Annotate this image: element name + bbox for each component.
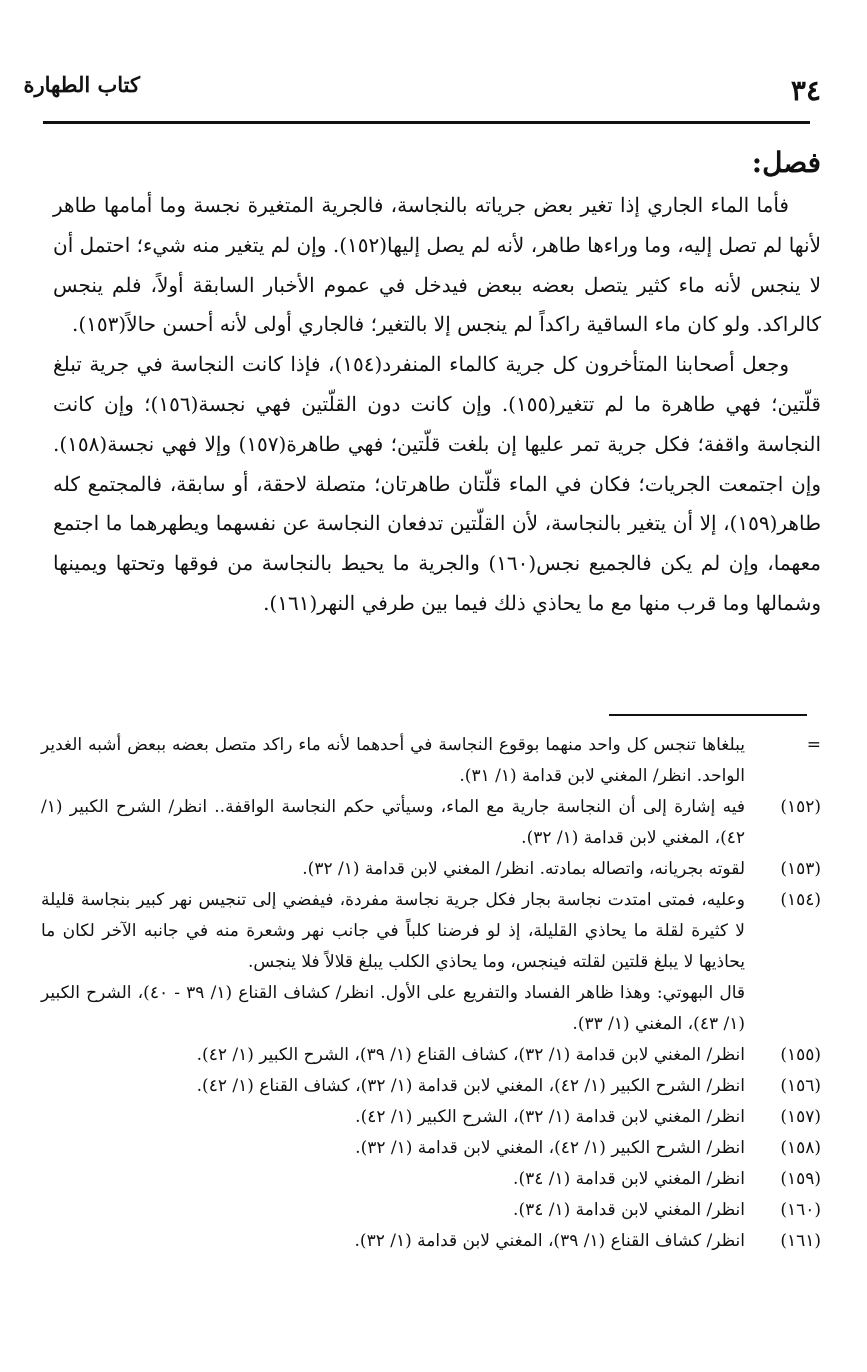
main-text bbox=[53, 186, 821, 624]
footnote-number: (١٥٢) bbox=[780, 797, 821, 817]
running-header-title: كتاب الطهارة bbox=[23, 72, 140, 97]
footnote-text bbox=[41, 1071, 745, 1102]
footnote-number: (١٥٦) bbox=[780, 1076, 821, 1096]
footnotes-list bbox=[41, 730, 821, 1257]
footnote-line: فيه إشارة إلى أن النجاسة جارية مع الماء، وسيأتي حكم النجاسة الواقفة.. انظر/ الشرح الكبير (١/ ٤٢)، المغني لابن قدامة (١/ ٣٢). bbox=[41, 797, 745, 848]
footnote-line: انظر/ المغني لابن قدامة (١/ ٣٢)، كشاف القناع (١/ ٣٩)، الشرح الكبير (١/ ٤٢). bbox=[196, 1045, 745, 1065]
footnote-154 bbox=[41, 885, 821, 1040]
footnote-text bbox=[41, 1164, 745, 1195]
footnote-number: (١٥٨) bbox=[780, 1138, 821, 1158]
footnote-number: (١٦١) bbox=[780, 1231, 821, 1251]
main-paragraph-2: وجعل أصحابنا المتأخرون كل جرية كالماء المنفرد(١٥٤)، فإذا كانت النجاسة في جرية تبلغ قلّتين؛ فهي طاهرة ما لم تتغير(١٥٥). وإن كانت دون القلّتين فهي نجسة(١٥٦)؛ وإن كانت النجاسة واقفة؛ فكل جرية تمر عليها إن بلغت قلّتين؛ فهي طاهرة(١٥٧) وإلا فهي نجسة(١٥٨). وإن اجتمعت الجريات؛ فكان في الماء قلّتان طاهرتان؛ متصلة لاحقة، أو سابقة، فالمجتمع كله طاهر(١٥٩)، إلا أن يتغير بالنجاسة، لأن القلّتين تدفعان النجاسة عن نفسهما ويطهرهما ما اجتمع معهما، وإن لم يكن فالجميع نجس(١٦٠) والجرية ما يحيط بالنجاسة من فوقها وتحتها ويمينها وشمالها وما قرب منها مع ما يحاذي ذلك فيما بين طرفي النهر(١٦١). bbox=[53, 352, 821, 615]
footnote-text bbox=[41, 1133, 745, 1164]
footnote-number: (١٥٣) bbox=[780, 859, 821, 879]
footnote-continued bbox=[41, 730, 821, 792]
footnote-155 bbox=[41, 1040, 821, 1071]
footnote-line: قال البهوتي: وهذا ظاهر الفساد والتفريع على الأول. انظر/ كشاف القناع (١/ ٣٩ - ٤٠)، الشرح الكبير (١/ ٤٣)، المغني (١/ ٣٣). bbox=[41, 983, 746, 1034]
footnote-number: (١٥٩) bbox=[780, 1169, 821, 1189]
main-paragraph-1: فأما الماء الجاري إذا تغير بعض جرياته بالنجاسة، فالجرية المتغيرة نجسة وما أمامها طاهر لأنها لم تصل إليه، وما وراءها طاهر، لأنه لم يصل إليها(١٥٢). وإن لم يتغير منه شيء؛ احتمل أن لا ينجس لأنه ماء كثير يتصل بعضه ببعض فيدخل في عموم الأخبار السابقة أولاً، فلم ينجس كالراكد. ولو كان ماء الساقية راكداً لم ينجس إلا بالتغير؛ فالجاري أولى لأنه أحسن حالاً(١٥٣). bbox=[53, 193, 821, 337]
footnote-text bbox=[41, 792, 745, 854]
header-rule bbox=[43, 121, 810, 124]
footnote-159 bbox=[41, 1164, 821, 1195]
footnote-line: لقوته بجريانه، واتصاله بمادته. انظر/ المغني لابن قدامة (١/ ٣٢). bbox=[302, 859, 745, 879]
section-heading: فصل: bbox=[751, 146, 821, 179]
footnote-161 bbox=[41, 1226, 821, 1257]
footnote-text bbox=[41, 854, 745, 885]
footnote-153 bbox=[41, 854, 821, 885]
footnote-number: (١٦٠) bbox=[780, 1200, 821, 1220]
footnote-line: انظر/ كشاف القناع (١/ ٣٩)، المغني لابن قدامة (١/ ٣٢). bbox=[354, 1231, 745, 1251]
footnote-text bbox=[41, 1040, 745, 1071]
footnote-text bbox=[41, 885, 745, 1040]
footnote-157 bbox=[41, 1102, 821, 1133]
footnote-156 bbox=[41, 1071, 821, 1102]
footnote-line: انظر/ المغني لابن قدامة (١/ ٣٤). bbox=[513, 1200, 745, 1220]
footnote-rule bbox=[609, 714, 807, 716]
footnote-text bbox=[41, 1195, 745, 1226]
footnote-number: (١٥٧) bbox=[780, 1107, 821, 1127]
footnote-number: (١٥٤) bbox=[780, 890, 821, 910]
footnote-number: (١٥٥) bbox=[780, 1045, 821, 1065]
footnote-line: وعليه، فمتى امتدت نجاسة بجار فكل جرية نجاسة مفردة، فيفضي إلى تنجيس نهر كبير بنجاسة قليلة لا كثيرة لقلة ما يحاذي القليلة، إذ لو فرضنا كلباً في جانب نهر وشعرة منه في جانبه الآخر لكان ما يحاذيها لا يبلغ قلتين لقلته فينجس، وما يحاذي الكلب يبلغ قلالاً فلا ينجس. bbox=[41, 890, 745, 972]
footnote-line: يبلغاها تنجس كل واحد منهما بوقوع النجاسة في أحدهما لأنه ماء راكد متصل بعضه ببعض أشبه الغدير الواحد. انظر/ المغني لابن قدامة (١/ ٣١). bbox=[41, 735, 745, 786]
footnote-line: انظر/ المغني لابن قدامة (١/ ٣٤). bbox=[513, 1169, 745, 1189]
footnote-text bbox=[41, 730, 745, 792]
footnote-line: انظر/ الشرح الكبير (١/ ٤٢)، المغني لابن قدامة (١/ ٣٢)، كشاف القناع (١/ ٤٢). bbox=[196, 1076, 745, 1096]
footnote-line: انظر/ الشرح الكبير (١/ ٤٢)، المغني لابن قدامة (١/ ٣٢). bbox=[355, 1138, 745, 1158]
page-number: ٣٤ bbox=[790, 74, 821, 107]
footnote-160 bbox=[41, 1195, 821, 1226]
footnote-text bbox=[41, 1102, 745, 1133]
footnote-number: = bbox=[806, 735, 821, 755]
footnote-text bbox=[41, 1226, 745, 1257]
footnote-152 bbox=[41, 792, 821, 854]
footnote-line: انظر/ المغني لابن قدامة (١/ ٣٢)، الشرح الكبير (١/ ٤٢). bbox=[355, 1107, 745, 1127]
footnote-158 bbox=[41, 1133, 821, 1164]
